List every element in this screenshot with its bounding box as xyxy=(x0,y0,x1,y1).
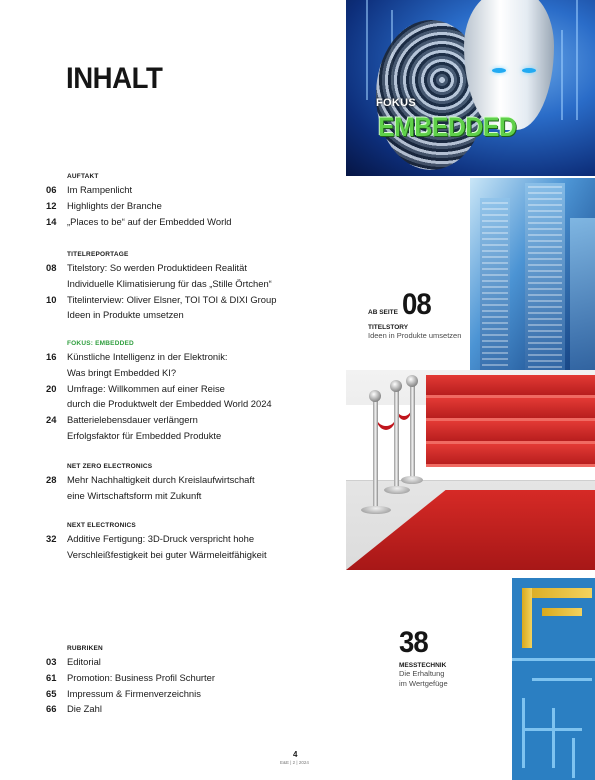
robot-face xyxy=(464,0,554,130)
toc-titelreportage xyxy=(46,250,346,323)
stanchion-pole xyxy=(410,384,415,480)
toc-entry[interactable] xyxy=(46,260,346,276)
page-number: 20 xyxy=(46,382,57,394)
carpet-step xyxy=(426,444,595,464)
embedded-label: EMBEDDED xyxy=(378,112,517,142)
carpet-step xyxy=(426,375,595,395)
carpet-step xyxy=(426,398,595,418)
toc-entry[interactable] xyxy=(46,182,346,198)
section-heading: NEXT ELECTRONICS xyxy=(67,522,136,529)
robot-eye xyxy=(522,68,536,73)
page-number: 16 xyxy=(46,351,57,362)
carpet-step-edge xyxy=(426,464,595,467)
maze-wall xyxy=(552,708,555,768)
stanchion-base xyxy=(361,506,391,514)
entry-subtitle: Verschleißfestigkeit bei guter Wärmeleitfähigkeit xyxy=(67,548,267,560)
entry-subtitle: Individuelle Klimatisierung für das „Stille Örtchen“ xyxy=(67,277,272,289)
maze-wall xyxy=(532,678,592,681)
stanchion-pole xyxy=(373,400,378,510)
entry-title: Highlights der Branche xyxy=(67,199,162,211)
entry-title: Promotion: Business Profil Schurter xyxy=(67,671,215,683)
stanchion-base xyxy=(401,476,423,484)
section-heading: RUBRIKEN xyxy=(67,645,103,652)
callout-category: TITELSTORY xyxy=(368,324,409,331)
carpet-step xyxy=(426,421,595,441)
entry-title: Titelinterview: Oliver Elsner, TOI TOI & DIXI Group xyxy=(67,293,277,305)
entry-subtitle: Was bringt Embedded KI? xyxy=(67,366,177,378)
entry-title: Titelstory: So werden Produktideen Realität xyxy=(67,262,247,273)
toc-entry[interactable] xyxy=(46,670,346,686)
entry-title: Additive Fertigung: 3D-Druck verspricht hohe xyxy=(67,533,255,544)
callout-page-number: 08 xyxy=(402,288,432,321)
page-number: 06 xyxy=(46,184,57,195)
robot-eye xyxy=(492,68,506,73)
page-number-footer: 4 xyxy=(293,750,298,759)
callout-subtitle: Die Erhaltung xyxy=(399,669,445,678)
toc-entry[interactable] xyxy=(46,349,346,365)
page-number: 24 xyxy=(46,414,57,426)
toc-fokus-embedded xyxy=(46,339,346,444)
maze-wall xyxy=(512,658,595,661)
toc-rubriken xyxy=(46,644,346,717)
entry-title: Editorial xyxy=(67,656,101,667)
stanchion-base xyxy=(384,486,410,494)
maze-wall xyxy=(522,698,525,768)
toc-entry-continuation xyxy=(46,396,346,412)
data-stream xyxy=(366,0,368,100)
page-number: 10 xyxy=(46,293,57,305)
toc-entry-continuation xyxy=(46,307,346,323)
entry-subtitle: durch die Produktwelt der Embedded World 2024 xyxy=(67,398,272,410)
stanchion-top xyxy=(390,380,402,392)
entry-title: Die Zahl xyxy=(67,703,102,715)
entry-title: Umfrage: Willkommen auf einer Reise xyxy=(67,382,225,394)
entry-title: Impressum & Firmenverzeichnis xyxy=(67,687,201,699)
toc-entry[interactable] xyxy=(46,412,346,428)
page-number: 12 xyxy=(46,199,57,211)
toc-entry[interactable] xyxy=(46,214,346,230)
carpet-floor xyxy=(346,490,595,570)
toc-net-zero xyxy=(46,462,346,504)
page-number: 28 xyxy=(46,474,57,485)
stanchion-top xyxy=(406,375,418,387)
callout-category: MESSTECHNIK xyxy=(399,662,447,669)
callout-subtitle: im Wertgefüge xyxy=(399,679,448,688)
red-carpet-image[interactable] xyxy=(346,370,595,570)
stanchion-pole xyxy=(394,390,399,490)
toc-entry-continuation xyxy=(46,276,346,292)
entry-title: Im Rampenlicht xyxy=(67,184,133,195)
toc-entry[interactable] xyxy=(46,472,346,488)
toc-next-electronics xyxy=(46,521,346,563)
section-heading: FOKUS: EMBEDDED xyxy=(67,340,134,347)
section-heading: AUFTAKT xyxy=(67,173,99,180)
entry-title: Künstliche Intelligenz in der Elektronik: xyxy=(67,351,228,362)
toc-entry[interactable] xyxy=(46,686,346,702)
callout-page-number: 38 xyxy=(399,626,428,659)
maze-path xyxy=(542,608,582,616)
entry-title: Batterielebensdauer verlängern xyxy=(67,414,198,426)
entry-title: Mehr Nachhaltigkeit durch Kreislaufwirtschaft xyxy=(67,474,255,485)
toc-entry[interactable] xyxy=(46,654,346,670)
fokus-label: FOKUS xyxy=(376,97,416,109)
maze-path xyxy=(522,588,592,598)
entry-subtitle: eine Wirtschaftsform mit Zukunft xyxy=(67,489,202,501)
stanchion-top xyxy=(369,390,381,402)
toc-entry-continuation xyxy=(46,547,346,563)
callout-messtechnik[interactable] xyxy=(399,626,448,689)
page-number: 66 xyxy=(46,703,57,715)
toc-auftakt xyxy=(46,172,346,229)
toc-entry[interactable] xyxy=(46,701,346,717)
city-image[interactable] xyxy=(470,178,595,394)
section-heading: TITELREPORTAGE xyxy=(67,251,129,258)
page-number: 03 xyxy=(46,656,57,667)
entry-subtitle: Ideen in Produkte umsetzen xyxy=(67,309,184,321)
page-number: 65 xyxy=(46,687,57,699)
toc-entry[interactable] xyxy=(46,531,346,547)
velvet-rope xyxy=(376,402,396,430)
building xyxy=(570,218,595,394)
toc-entry[interactable] xyxy=(46,292,346,308)
entry-subtitle: Erfolgsfaktor für Embedded Produkte xyxy=(67,429,222,441)
page-number: 61 xyxy=(46,671,57,683)
toc-entry-continuation xyxy=(46,428,346,444)
maze-wall xyxy=(572,738,575,778)
data-stream xyxy=(576,0,578,120)
data-stream xyxy=(561,30,563,120)
maze-path xyxy=(522,588,532,648)
footer-imprint: E&E | 2 | 2024 xyxy=(280,760,309,765)
building-windows xyxy=(528,186,562,391)
toc-entry-continuation xyxy=(46,488,346,504)
section-heading: NET ZERO ELECTRONICS xyxy=(67,463,153,470)
page-title: INHALT xyxy=(66,62,163,95)
toc-entry[interactable] xyxy=(46,198,346,214)
toc-entry-continuation xyxy=(46,365,346,381)
building-windows xyxy=(482,202,508,392)
entry-title: „Places to be“ auf der Embedded World xyxy=(67,215,232,227)
toc-entry[interactable] xyxy=(46,381,346,397)
callout-subtitle: Ideen in Produkte umsetzen xyxy=(368,331,462,340)
callout-titelstory[interactable] xyxy=(368,288,461,341)
robot-cover-image[interactable] xyxy=(346,0,595,176)
page-number: 14 xyxy=(46,215,57,227)
maze-image[interactable] xyxy=(512,578,595,780)
page-number: 32 xyxy=(46,533,57,544)
page-number: 08 xyxy=(46,262,57,273)
maze-wall xyxy=(522,728,582,731)
callout-prefix: AB SEITE xyxy=(368,309,398,316)
